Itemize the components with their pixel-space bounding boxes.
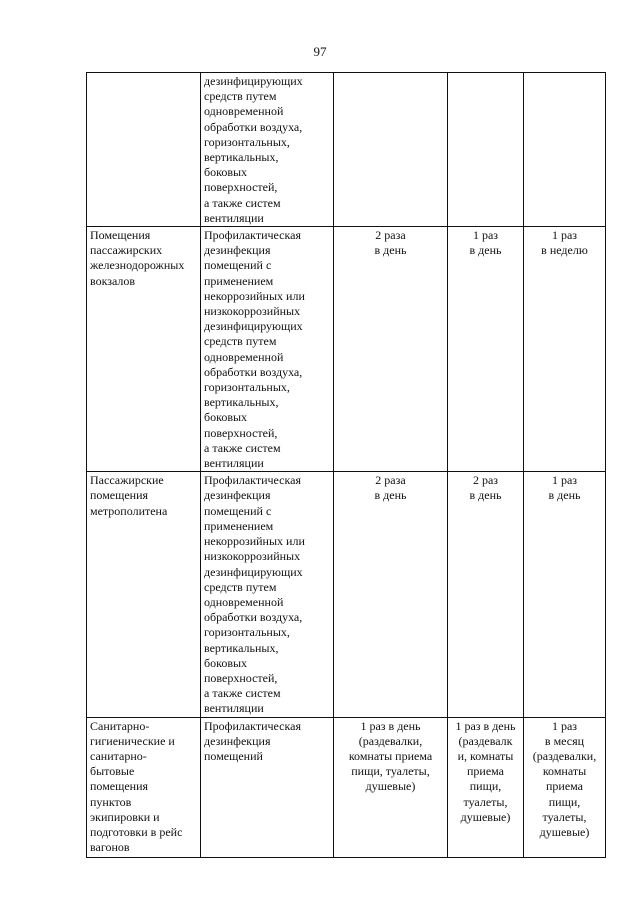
frequency-cell: 1 раз в месяц (раздевалки, комнаты приема пищи, туалеты, душевые) xyxy=(524,717,606,857)
frequency-cell: 2 раза в день xyxy=(334,472,448,717)
frequency-cell: 1 раз в неделю xyxy=(524,227,606,472)
table-row xyxy=(87,227,606,472)
frequency-cell xyxy=(448,73,524,227)
measure-cell: Профилактическая дезинфекция помещений с применением некоррозийных или низкокоррозийных дезинфицирующих средств путем одновременной обработки воздуха, горизонтальных, вертикальных, боковых поверхностей, а также систем вентиляции xyxy=(201,472,334,717)
measure-cell: Профилактическая дезинфекция помещений с применением некоррозийных или низкокоррозийных дезинфицирующих средств путем одновременной обработки воздуха, горизонтальных, вертикальных, боковых поверхностей, а также систем вентиляции xyxy=(201,227,334,472)
frequency-cell: 1 раз в день (раздевалк и, комнаты приема пищи, туалеты, душевые) xyxy=(448,717,524,857)
measure-cell: дезинфицирующих средств путем одновременной обработки воздуха, горизонтальных, вертикальных, боковых поверхностей, а также систем вентиляции xyxy=(201,73,334,227)
frequency-cell: 1 раз в день xyxy=(524,472,606,717)
object-cell: Санитарно- гигиенические и санитарно- бытовые помещения пунктов экипировки и подготовки в рейс вагонов xyxy=(87,717,201,857)
frequency-cell: 1 раз в день xyxy=(448,227,524,472)
frequency-cell: 2 раз в день xyxy=(448,472,524,717)
frequency-cell: 2 раза в день xyxy=(334,227,448,472)
measure-cell: Профилактическая дезинфекция помещений xyxy=(201,717,334,857)
frequency-cell xyxy=(524,73,606,227)
page-number: 97 xyxy=(313,44,327,59)
object-cell: Пассажирские помещения метрополитена xyxy=(87,472,201,717)
table-row xyxy=(87,472,606,717)
object-cell xyxy=(87,73,201,227)
disinfection-schedule-table xyxy=(86,72,606,858)
frequency-cell: 1 раз в день (раздевалки, комнаты приема пищи, туалеты, душевые) xyxy=(334,717,448,857)
frequency-cell xyxy=(334,73,448,227)
table-row xyxy=(87,717,606,857)
object-cell: Помещения пассажирских железнодорожных вокзалов xyxy=(87,227,201,472)
table-row xyxy=(87,73,606,227)
